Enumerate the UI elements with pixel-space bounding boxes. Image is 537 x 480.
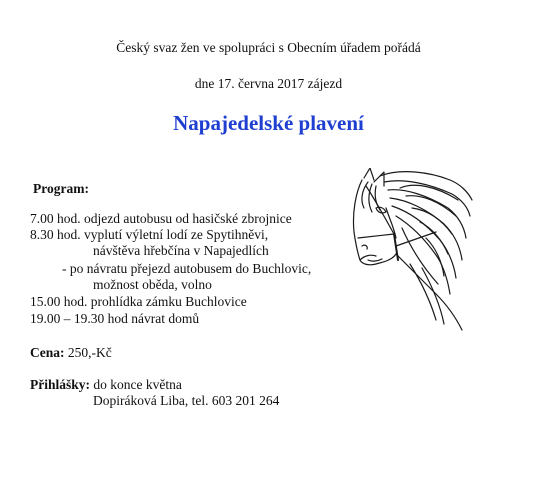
program-item: 19.00 – 19.30 hod návrat domů [30,311,200,326]
price-value: 250,-Kč [67,345,112,360]
registration-value: do konce května [93,377,182,392]
program-heading: Program: [33,181,89,196]
program-item: 8.30 hod. vyplutí výletní lodí ze Spytihněvi, [30,227,269,242]
registration-label: Přihlášky: [30,377,91,392]
event-title: Napajedelské plavení [173,111,364,135]
date-line: dne 17. června 2017 zájezd [194,76,343,91]
price-label: Cena: [30,345,65,360]
program-item: možnost oběda, volno [93,277,212,292]
program-item: návštěva hřebčína v Napajedlích [93,243,269,258]
registration-contact: Dopiráková Liba, tel. 603 201 264 [93,393,280,408]
organizer-line: Český svaz žen ve spolupráci s Obecním úřadem pořádá [116,40,421,55]
program-item: - po návratu přejezd autobusem do Buchlovic, [62,261,312,276]
horse-head-icon [340,168,475,333]
registration-row [30,377,182,393]
program-item: 7.00 hod. odjezd autobusu od hasičské zbrojnice [30,211,292,226]
price-row [30,345,112,361]
program-item: 15.00 hod. prohlídka zámku Buchlovice [30,294,247,309]
